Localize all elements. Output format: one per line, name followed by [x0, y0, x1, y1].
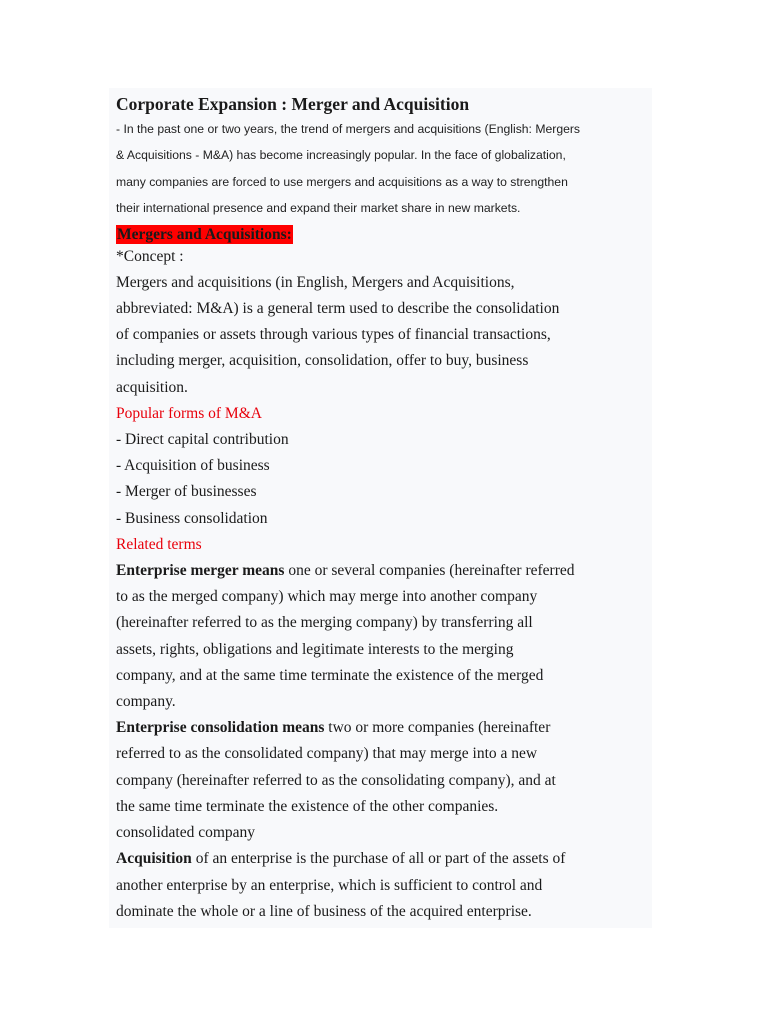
acquisition-first-line-text: of an enterprise is the purchase of all or part of the assets of — [191, 850, 566, 868]
consolidation-line: company (hereinafter referred to as the consolidating company), and at — [116, 771, 556, 789]
section-heading-highlighted: Mergers and Acquisitions: — [117, 225, 292, 243]
forms-list-item: - Merger of businesses — [116, 483, 257, 501]
concept-label: *Concept : — [116, 247, 184, 265]
acquisition-term: Acquisition — [116, 850, 192, 868]
forms-list-item: - Direct capital contribution — [116, 431, 289, 449]
concept-line: Mergers and acquisitions (in English, Mergers and Acquisitions, — [116, 273, 515, 291]
merger-line: company, and at the same time terminate the existence of the merged — [116, 666, 544, 684]
merger-definition-first-line — [116, 558, 652, 584]
acquisition-definition-first-line — [116, 846, 652, 872]
concept-line: of companies or assets through various types of financial transactions, — [116, 326, 551, 344]
merger-term: Enterprise merger means — [116, 562, 285, 580]
concept-line: acquisition. — [116, 378, 188, 396]
consolidation-line: referred to as the consolidated company) that may merge into a new — [116, 745, 538, 763]
document-content — [116, 92, 652, 925]
forms-heading: Popular forms of M&A — [116, 404, 262, 422]
related-terms-heading: Related terms — [116, 535, 202, 553]
document-page — [109, 88, 652, 928]
merger-line: to as the merged company) which may merge into another company — [116, 588, 538, 606]
consolidation-line: consolidated company — [116, 824, 256, 842]
document-title: Corporate Expansion : Merger and Acquisition — [116, 94, 470, 114]
concept-block — [116, 244, 652, 925]
consolidation-term: Enterprise consolidation means — [116, 719, 325, 737]
consolidation-first-line-text: two or more companies (hereinafter — [324, 719, 551, 737]
concept-line: including merger, acquisition, consolidation, offer to buy, business — [116, 352, 529, 370]
acquisition-line: another enterprise by an enterprise, which is sufficient to control and — [116, 876, 543, 894]
intro-paragraph — [116, 116, 652, 222]
acquisition-line: dominate the whole or a line of business of the acquired enterprise. — [116, 902, 532, 920]
consolidation-line: the same time terminate the existence of the other companies. — [116, 797, 499, 815]
concept-line: abbreviated: M&A) is a general term used to describe the consolidation — [116, 300, 560, 318]
merger-line: assets, rights, obligations and legitimate interests to the merging — [116, 640, 514, 658]
intro-line: & Acquisitions - M&A) has become increasingly popular. In the face of globalization, — [116, 148, 566, 163]
merger-line: (hereinafter referred to as the merging company) by transferring all — [116, 614, 533, 632]
intro-line: their international presence and expand their market share in new markets. — [116, 201, 521, 216]
intro-line: - In the past one or two years, the trend of mergers and acquisitions (English: Mergers — [116, 122, 581, 136]
consolidation-definition-first-line — [116, 715, 652, 741]
intro-line: many companies are forced to use mergers and acquisitions as a way to strengthen — [116, 174, 568, 189]
merger-first-line-text: one or several companies (hereinafter referred — [284, 562, 575, 580]
forms-list-item: - Business consolidation — [116, 509, 268, 527]
merger-line: company. — [116, 693, 176, 711]
forms-list-item: - Acquisition of business — [116, 457, 270, 475]
